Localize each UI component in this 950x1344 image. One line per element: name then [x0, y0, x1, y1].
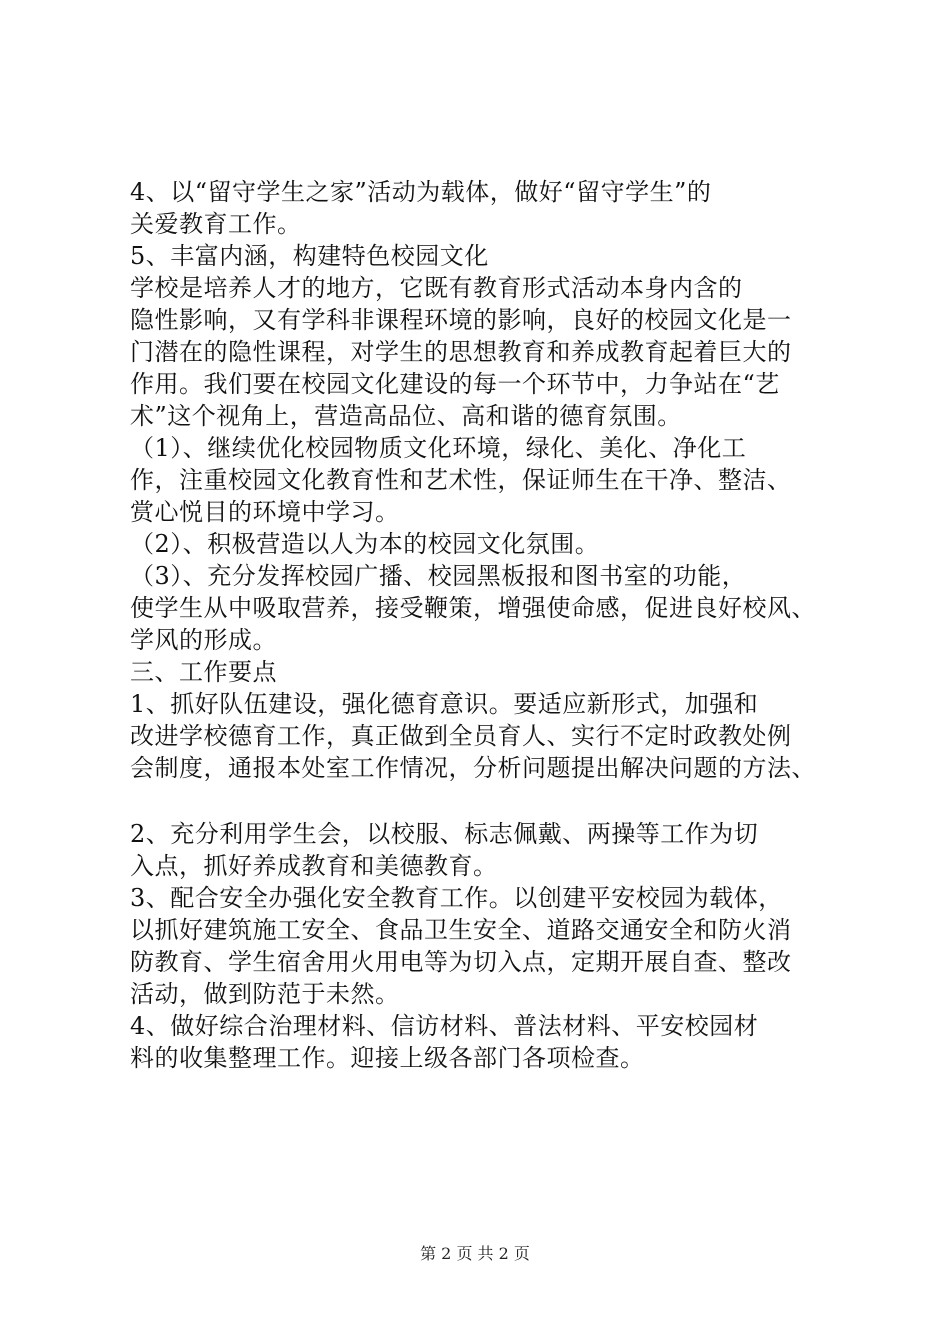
paragraph-line: 门潜在的隐性课程，对学生的思想教育和养成教育起着巨大的 [130, 338, 792, 366]
paragraph-line: 作，注重校园文化教育性和艺术性，保证师生在干净、整洁、 [130, 466, 792, 494]
paragraph-line: （2）、积极营造以人为本的校园文化氛围。 [130, 530, 600, 558]
paragraph-line: 使学生从中吸取营养，接受鞭策，增强使命感，促进良好校风、 [130, 594, 816, 622]
paragraph-line: 作用。我们要在校园文化建设的每一个环节中，力争站在“艺 [130, 370, 780, 398]
paragraph-line: 以抓好建筑施工安全、食品卫生安全、道路交通安全和防火消 [130, 916, 792, 944]
paragraph-line: 料的收集整理工作。迎接上级各部门各项检查。 [130, 1044, 645, 1072]
page-number-footer: 第 2 页 共 2 页 [420, 1244, 530, 1263]
paragraph-line: 隐性影响，又有学科非课程环境的影响，良好的校园文化是一 [130, 306, 792, 334]
paragraph-line: 4、以“留守学生之家”活动为载体，做好“留守学生”的 [130, 178, 712, 206]
paragraph-line: （3）、充分发挥校园广播、校园黑板报和图书室的功能， [130, 562, 747, 590]
paragraph-line: 入点，抓好养成教育和美德教育。 [130, 852, 498, 880]
paragraph-line: 3、配合安全办强化安全教育工作。以创建平安校园为载体， [130, 884, 783, 912]
section-heading: 三、工作要点 [130, 658, 277, 686]
paragraph-line: 防教育、学生宿舍用火用电等为切入点，定期开展自查、整改 [130, 948, 792, 976]
section-heading: 5、丰富内涵，构建特色校园文化 [130, 242, 489, 270]
paragraph-line: 关爱教育工作。 [130, 210, 302, 238]
paragraph-line: 学校是培养人才的地方，它既有教育形式活动本身内含的 [130, 274, 743, 302]
paragraph-line: 术”这个视角上，营造高品位、高和谐的德育氛围。 [130, 402, 682, 430]
paragraph-line: 4、做好综合治理材料、信访材料、普法材料、平安校园材 [130, 1012, 759, 1040]
paragraph-line: 1、抓好队伍建设，强化德育意识。要适应新形式，加强和 [130, 690, 759, 718]
paragraph-line: 活动，做到防范于未然。 [130, 980, 400, 1008]
paragraph-line: 改进学校德育工作，真正做到全员育人、实行不定时政教处例 [130, 722, 792, 750]
paragraph-line: 学风的形成。 [130, 626, 277, 654]
paragraph-line: （1）、继续优化校园物质文化环境，绿化、美化、净化工 [130, 434, 747, 462]
paragraph-line: 会制度，通报本处室工作情况，分析问题提出解决问题的方法、 [130, 754, 816, 782]
paragraph-line: 赏心悦目的环境中学习。 [130, 498, 400, 526]
paragraph-line: 2、充分利用学生会，以校服、标志佩戴、两操等工作为切 [130, 820, 759, 848]
